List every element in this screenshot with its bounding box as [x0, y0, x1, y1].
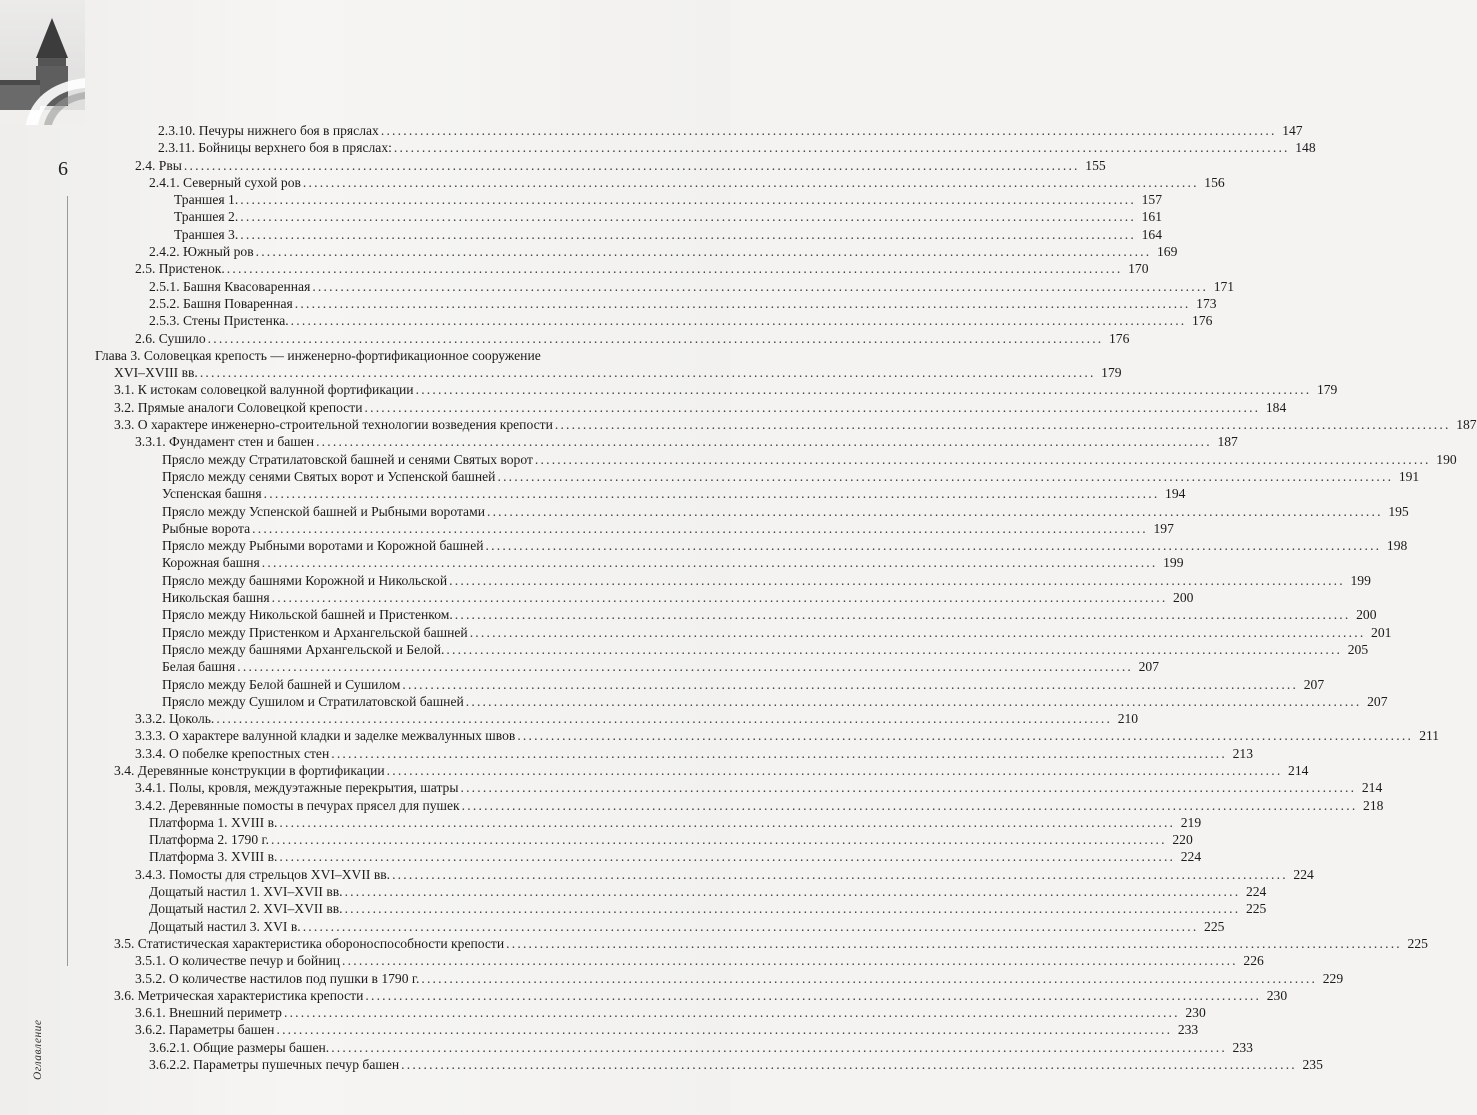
toc-entry[interactable]	[95, 122, 1303, 139]
toc-leader: ................................................................................................................................................................	[506, 935, 1402, 951]
toc-chapter-heading[interactable]	[95, 347, 1122, 382]
toc-entry[interactable]	[95, 641, 1369, 658]
toc-entry[interactable]	[95, 278, 1235, 295]
toc-leader: ................................................................................................................................................................	[380, 123, 1277, 138]
toc-leader: ................................................................................................................................................................	[279, 814, 1176, 830]
toc-entry[interactable]	[95, 226, 1162, 243]
toc-entry[interactable]	[95, 848, 1202, 865]
toc-entry[interactable]	[95, 433, 1238, 450]
toc-entry-title: 2.5.3. Стены Пристенка.	[149, 313, 289, 329]
toc-entry[interactable]	[95, 191, 1162, 208]
toc-entry-title: Успенская башня	[162, 486, 262, 502]
toc-page-number: 191	[1398, 468, 1420, 484]
toc-leader: ................................................................................................................................................................	[240, 209, 1136, 225]
toc-entry-title: 2.4.1. Северный сухой ров	[149, 174, 301, 190]
toc-entry-title: 3.4.1. Полы, кровля, междуэтажные перекрытия, шатры	[135, 780, 459, 796]
toc-leader: ................................................................................................................................................................	[421, 970, 1318, 986]
toc-leader: ................................................................................................................................................................	[342, 953, 1238, 969]
toc-entry[interactable]	[95, 606, 1377, 623]
toc-entry-title: Рыбные ворота	[162, 520, 251, 536]
toc-entry[interactable]	[95, 918, 1225, 935]
toc-entry-title: 3.5.1. О количестве печур и бойниц	[135, 953, 341, 969]
toc-page-number: 201	[1371, 624, 1392, 640]
toc-entry-title: Никольская башня	[162, 590, 270, 606]
toc-leader: ................................................................................................................................................................	[454, 607, 1351, 623]
toc-page-number: 200	[1356, 607, 1377, 623]
toc-entry-title: Прясло между Стратилатовской башней и сенями Святых ворот	[162, 451, 533, 467]
toc-entry-title: Платформа 1. XVIII в.	[149, 814, 278, 830]
toc-page-number: 233	[1232, 1039, 1253, 1055]
toc-page-number: 187	[1456, 417, 1477, 433]
toc-entry[interactable]	[95, 900, 1267, 917]
toc-entry[interactable]	[95, 157, 1106, 174]
toc-page-number: 147	[1282, 123, 1303, 138]
toc-entry-title: 2.3.11. Бойницы верхнего боя в пряслах:	[158, 140, 392, 156]
toc-leader: ................................................................................................................................................................	[255, 244, 1152, 260]
toc-leader: ................................................................................................................................................................	[554, 417, 1451, 433]
toc-leader: ................................................................................................................................................................	[365, 987, 1262, 1003]
toc-page-number: 173	[1196, 295, 1217, 311]
toc-entry[interactable]	[95, 174, 1225, 191]
toc-entry-title: 2.5.1. Башня Квасоваренная	[149, 278, 311, 294]
toc-leader: ................................................................................................................................................................	[534, 451, 1431, 467]
toc-entry-title: Траншея 2.	[174, 209, 239, 225]
toc-page-number: 224	[1245, 884, 1267, 900]
toc-entry-title: Платформа 3. XVIII в.	[149, 849, 278, 865]
toc-entry-title: 3.6. Метрическая характеристика крепости	[114, 987, 364, 1003]
toc-entry[interactable]	[95, 797, 1384, 814]
toc-page-number: 195	[1388, 503, 1409, 519]
toc-entry[interactable]	[95, 1039, 1253, 1056]
toc-page-number: 171	[1213, 278, 1235, 294]
toc-entry[interactable]	[95, 260, 1149, 277]
toc-page-number: 199	[1163, 555, 1184, 571]
toc-page-number: 225	[1204, 918, 1225, 934]
toc-entry[interactable]	[95, 1056, 1323, 1073]
toc-page-number: 164	[1141, 226, 1162, 242]
toc-page-number: 207	[1303, 676, 1325, 692]
toc-entry[interactable]	[95, 883, 1267, 900]
toc-leader: ................................................................................................................................................................	[283, 1005, 1180, 1021]
toc-entry-title: 3.3.4. О побелке крепостных стен	[135, 745, 330, 761]
toc-entry-title: 3.3.1. Фундамент стен и башен	[135, 434, 315, 450]
toc-page-number: 184	[1265, 399, 1287, 415]
toc-entry[interactable]	[95, 1004, 1206, 1021]
toc-page-number: 187	[1217, 434, 1238, 450]
toc-entry[interactable]	[95, 451, 1457, 468]
toc-leader: ................................................................................................................................................................	[252, 520, 1148, 536]
toc-entry-title: 2.5. Пристенок.	[135, 261, 225, 277]
toc-page-number: 219	[1180, 814, 1202, 830]
toc-entry-title: Дощатый настил 1. XVI–XVII вв.	[149, 884, 343, 900]
toc-leader: ................................................................................................................................................................	[331, 1039, 1227, 1055]
toc-page-number: 157	[1141, 192, 1162, 208]
toc-entry[interactable]	[95, 537, 1408, 554]
toc-leader: ................................................................................................................................................................	[449, 572, 1345, 588]
toc-entry[interactable]	[95, 554, 1184, 571]
toc-page-number: 207	[1367, 693, 1388, 709]
toc-leader: ................................................................................................................................................................	[290, 313, 1187, 329]
toc-leader: ................................................................................................................................................................	[207, 330, 1104, 346]
toc-entry-title: 3.1. К истокам соловецкой валунной фортификации	[114, 382, 414, 398]
toc-entry[interactable]	[95, 1021, 1199, 1038]
toc-entry-title: 3.6.2. Параметры башен	[135, 1022, 275, 1038]
toc-entry-title: Траншея 1.	[174, 192, 239, 208]
toc-leader: ................................................................................................................................................................	[216, 711, 1113, 727]
toc-entry-title: 2.3.10. Печуры нижнего боя в пряслах	[158, 123, 379, 138]
toc-entry[interactable]	[95, 866, 1314, 883]
toc-entry-title: Прясло между Белой башней и Сушилом	[162, 676, 401, 692]
toc-page-number: 211	[1419, 728, 1440, 744]
toc-entry[interactable]	[95, 831, 1193, 848]
toc-entry[interactable]	[95, 693, 1388, 710]
toc-entry-title: 3.6.2.1. Общие размеры башен.	[149, 1039, 330, 1055]
toc-page-number: 220	[1172, 832, 1193, 848]
toc-leader: ................................................................................................................................................................	[331, 745, 1227, 761]
toc-page-number: 176	[1109, 330, 1130, 346]
toc-page-number: 210	[1117, 711, 1139, 727]
toc-entry[interactable]	[95, 970, 1344, 987]
toc-entry[interactable]	[95, 779, 1383, 796]
toc-leader: ................................................................................................................................................................	[486, 503, 1383, 519]
toc-entry-title: 3.6.2.2. Параметры пушечных печур башен	[149, 1057, 400, 1073]
toc-page-number: 200	[1173, 590, 1194, 606]
toc-page-number: 148	[1295, 140, 1316, 156]
toc-entry[interactable]	[95, 624, 1392, 641]
toc-page-number: 226	[1243, 953, 1264, 969]
running-section-label: Оглавление	[32, 1019, 44, 1080]
toc-page-number: 235	[1302, 1057, 1323, 1073]
toc-page-number: 225	[1245, 901, 1267, 917]
toc-leader: ................................................................................................................................................................	[461, 797, 1358, 813]
toc-page-number: 156	[1204, 174, 1225, 190]
toc-leader: ................................................................................................................................................................	[393, 140, 1290, 156]
toc-leader: ................................................................................................................................................................	[469, 624, 1366, 640]
toc-entry[interactable]	[95, 139, 1316, 156]
toc-leader: ................................................................................................................................................................	[271, 590, 1168, 606]
toc-entry-title: 3.4.2. Деревянные помосты в печурах прясел для пушек	[135, 797, 460, 813]
toc-page-number: 197	[1153, 520, 1174, 536]
toc-leader: ................................................................................................................................................................	[270, 832, 1167, 848]
toc-leader: ................................................................................................................................................................	[276, 1022, 1173, 1038]
toc-entry[interactable]	[95, 676, 1325, 693]
toc-entry[interactable]	[95, 745, 1253, 762]
toc-leader: ................................................................................................................................................................	[237, 659, 1134, 675]
toc-entry-title: 2.4. Рвы	[135, 157, 182, 173]
toc-entry-title: 3.4.3. Помосты для стрельцов XVI–XVII вв.	[135, 866, 391, 882]
toc-page-number: 190	[1436, 451, 1457, 467]
toc-entry-title: 2.5.2. Башня Поваренная	[149, 295, 293, 311]
toc-entry-title: Прясло между Рыбными воротами и Корожной башней	[162, 538, 484, 554]
tower-emblem-icon	[0, 0, 85, 125]
toc-page-number: 207	[1138, 659, 1160, 675]
toc-entry-title: Дощатый настил 3. XVI в.	[149, 918, 301, 934]
toc-page-number: 230	[1185, 1005, 1206, 1021]
toc-entry-title: Корожная башня	[162, 555, 260, 571]
toc-leader: ................................................................................................................................................................	[344, 884, 1241, 900]
toc-leader: ................................................................................................................................................................	[497, 468, 1394, 484]
toc-leader: ................................................................................................................................................................	[312, 278, 1209, 294]
toc-leader: ................................................................................................................................................................	[199, 365, 1096, 381]
toc-leader: ................................................................................................................................................................	[465, 693, 1362, 709]
toc-page-number: 225	[1407, 935, 1428, 951]
margin-rule	[67, 196, 68, 966]
toc-entry[interactable]	[95, 762, 1309, 779]
toc-entry-title: 3.6.1. Внешний периметр	[135, 1005, 282, 1021]
toc-entry-title: Белая башня	[162, 659, 236, 675]
toc-entry[interactable]	[95, 399, 1287, 416]
toc-entry[interactable]	[95, 658, 1160, 675]
toc-page-number: 155	[1085, 157, 1106, 173]
toc-leader: ................................................................................................................................................................	[415, 382, 1312, 398]
toc-entry[interactable]	[95, 381, 1338, 398]
toc-entry-title: Прясло между Успенской башней и Рыбными воротами	[162, 503, 485, 519]
toc-entry-title: 2.6. Сушило	[135, 330, 206, 346]
toc-page-number: 230	[1266, 987, 1288, 1003]
toc-leader: ................................................................................................................................................................	[302, 174, 1199, 190]
toc-leader: ................................................................................................................................................................	[183, 157, 1080, 173]
toc-leader: ................................................................................................................................................................	[344, 901, 1241, 917]
toc-entry-title: Прясло между башнями Корожной и Никольской	[162, 572, 448, 588]
toc-entry-title: Траншея 3.	[174, 226, 239, 242]
toc-leader: ................................................................................................................................................................	[294, 295, 1191, 311]
toc-entry[interactable]	[95, 572, 1371, 589]
toc-entry[interactable]	[95, 589, 1194, 606]
toc-leader: ................................................................................................................................................................	[446, 641, 1343, 657]
toc-page-number: 169	[1156, 244, 1178, 260]
toc-entry-title: 2.4.2. Южный ров	[149, 244, 254, 260]
toc-entry[interactable]	[95, 243, 1178, 260]
toc-entry-title: 3.5. Статистическая характеристика обороноспособности крепости	[114, 935, 505, 951]
toc-page-number: 213	[1232, 745, 1253, 761]
toc-entry[interactable]	[95, 710, 1139, 727]
toc-entry[interactable]	[95, 727, 1440, 744]
toc-entry-title: 3.3.2. Цоколь.	[135, 711, 215, 727]
toc-entry-title: Дощатый настил 2. XVI–XVII вв.	[149, 901, 343, 917]
toc-entry-title: 3.2. Прямые аналоги Соловецкой крепости	[114, 399, 363, 415]
table-of-contents	[95, 122, 1477, 1073]
toc-page-number: 199	[1350, 572, 1371, 588]
toc-entry[interactable]	[95, 312, 1213, 329]
toc-entry-title: Прясло между Никольской башней и Пристенком.	[162, 607, 453, 623]
toc-entry[interactable]	[95, 520, 1174, 537]
toc-page-number: 218	[1363, 797, 1384, 813]
toc-page-number: 233	[1177, 1022, 1199, 1038]
toc-page-number: 170	[1128, 261, 1149, 277]
toc-leader: ................................................................................................................................................................	[263, 486, 1160, 502]
toc-leader: ................................................................................................................................................................	[392, 866, 1288, 882]
page-number: 6	[58, 158, 68, 180]
toc-page-number: 194	[1165, 486, 1186, 502]
toc-entry[interactable]	[95, 416, 1477, 433]
toc-leader: ................................................................................................................................................................	[401, 1057, 1297, 1073]
toc-entry[interactable]	[95, 468, 1420, 485]
toc-entry[interactable]	[95, 987, 1288, 1004]
toc-entry[interactable]	[95, 485, 1186, 502]
toc-page-number: 224	[1293, 866, 1314, 882]
toc-page-number: 214	[1288, 762, 1309, 778]
toc-page-number: 205	[1347, 641, 1369, 657]
toc-entry[interactable]	[95, 295, 1217, 312]
toc-leader: ................................................................................................................................................................	[517, 728, 1414, 744]
toc-entry-title: 3.4. Деревянные конструкции в фортификации	[114, 762, 385, 778]
toc-leader: ................................................................................................................................................................	[485, 538, 1382, 554]
toc-page-number: 179	[1316, 382, 1338, 398]
toc-entry-title: Прясло между Сушилом и Стратилатовской башней	[162, 693, 464, 709]
toc-entry-title: Прясло между сенями Святых ворот и Успенской башней	[162, 468, 496, 484]
toc-entry[interactable]	[95, 503, 1409, 520]
toc-chapter-subtitle: XVI–XVIII вв.	[114, 365, 198, 381]
toc-entry-title: Прясло между башнями Архангельской и Белой.	[162, 641, 445, 657]
toc-entry[interactable]	[95, 330, 1130, 347]
toc-entry[interactable]	[95, 208, 1162, 225]
toc-leader: ................................................................................................................................................................	[279, 849, 1176, 865]
toc-entry[interactable]	[95, 952, 1264, 969]
toc-entry[interactable]	[95, 814, 1202, 831]
toc-entry-title: Прясло между Пристенком и Архангельской башней	[162, 624, 468, 640]
toc-leader: ................................................................................................................................................................	[364, 399, 1261, 415]
toc-leader: ................................................................................................................................................................	[386, 762, 1283, 778]
toc-entry[interactable]	[95, 935, 1428, 952]
toc-entry-title: 3.5.2. О количестве настилов под пушки в 1790 г.	[135, 970, 420, 986]
toc-page-number: 176	[1192, 313, 1213, 329]
toc-leader: ................................................................................................................................................................	[261, 555, 1158, 571]
toc-page-number: 214	[1361, 780, 1383, 796]
toc-entry-title: 3.3. О характере инженерно-строительной технологии возведения крепости	[114, 417, 553, 433]
toc-leader: ................................................................................................................................................................	[460, 780, 1357, 796]
toc-page-number: 229	[1322, 970, 1344, 986]
toc-leader: ................................................................................................................................................................	[316, 434, 1212, 450]
toc-entry-title: 3.3.3. О характере валунной кладки и заделке межвалунных швов	[135, 728, 516, 744]
toc-entry-title: Платформа 2. 1790 г.	[149, 832, 269, 848]
toc-chapter-title: Глава 3. Соловецкая крепость — инженерно-фортификационное сооружение	[95, 347, 541, 363]
toc-leader: ................................................................................................................................................................	[226, 261, 1123, 277]
toc-leader: ................................................................................................................................................................	[402, 676, 1299, 692]
toc-page-number: 161	[1141, 209, 1162, 225]
toc-page-number: 198	[1386, 538, 1408, 554]
toc-page-number: 179	[1101, 365, 1122, 381]
toc-leader: ................................................................................................................................................................	[302, 918, 1199, 934]
toc-leader: ................................................................................................................................................................	[240, 192, 1136, 208]
toc-page-number: 224	[1180, 849, 1202, 865]
toc-leader: ................................................................................................................................................................	[240, 226, 1136, 242]
